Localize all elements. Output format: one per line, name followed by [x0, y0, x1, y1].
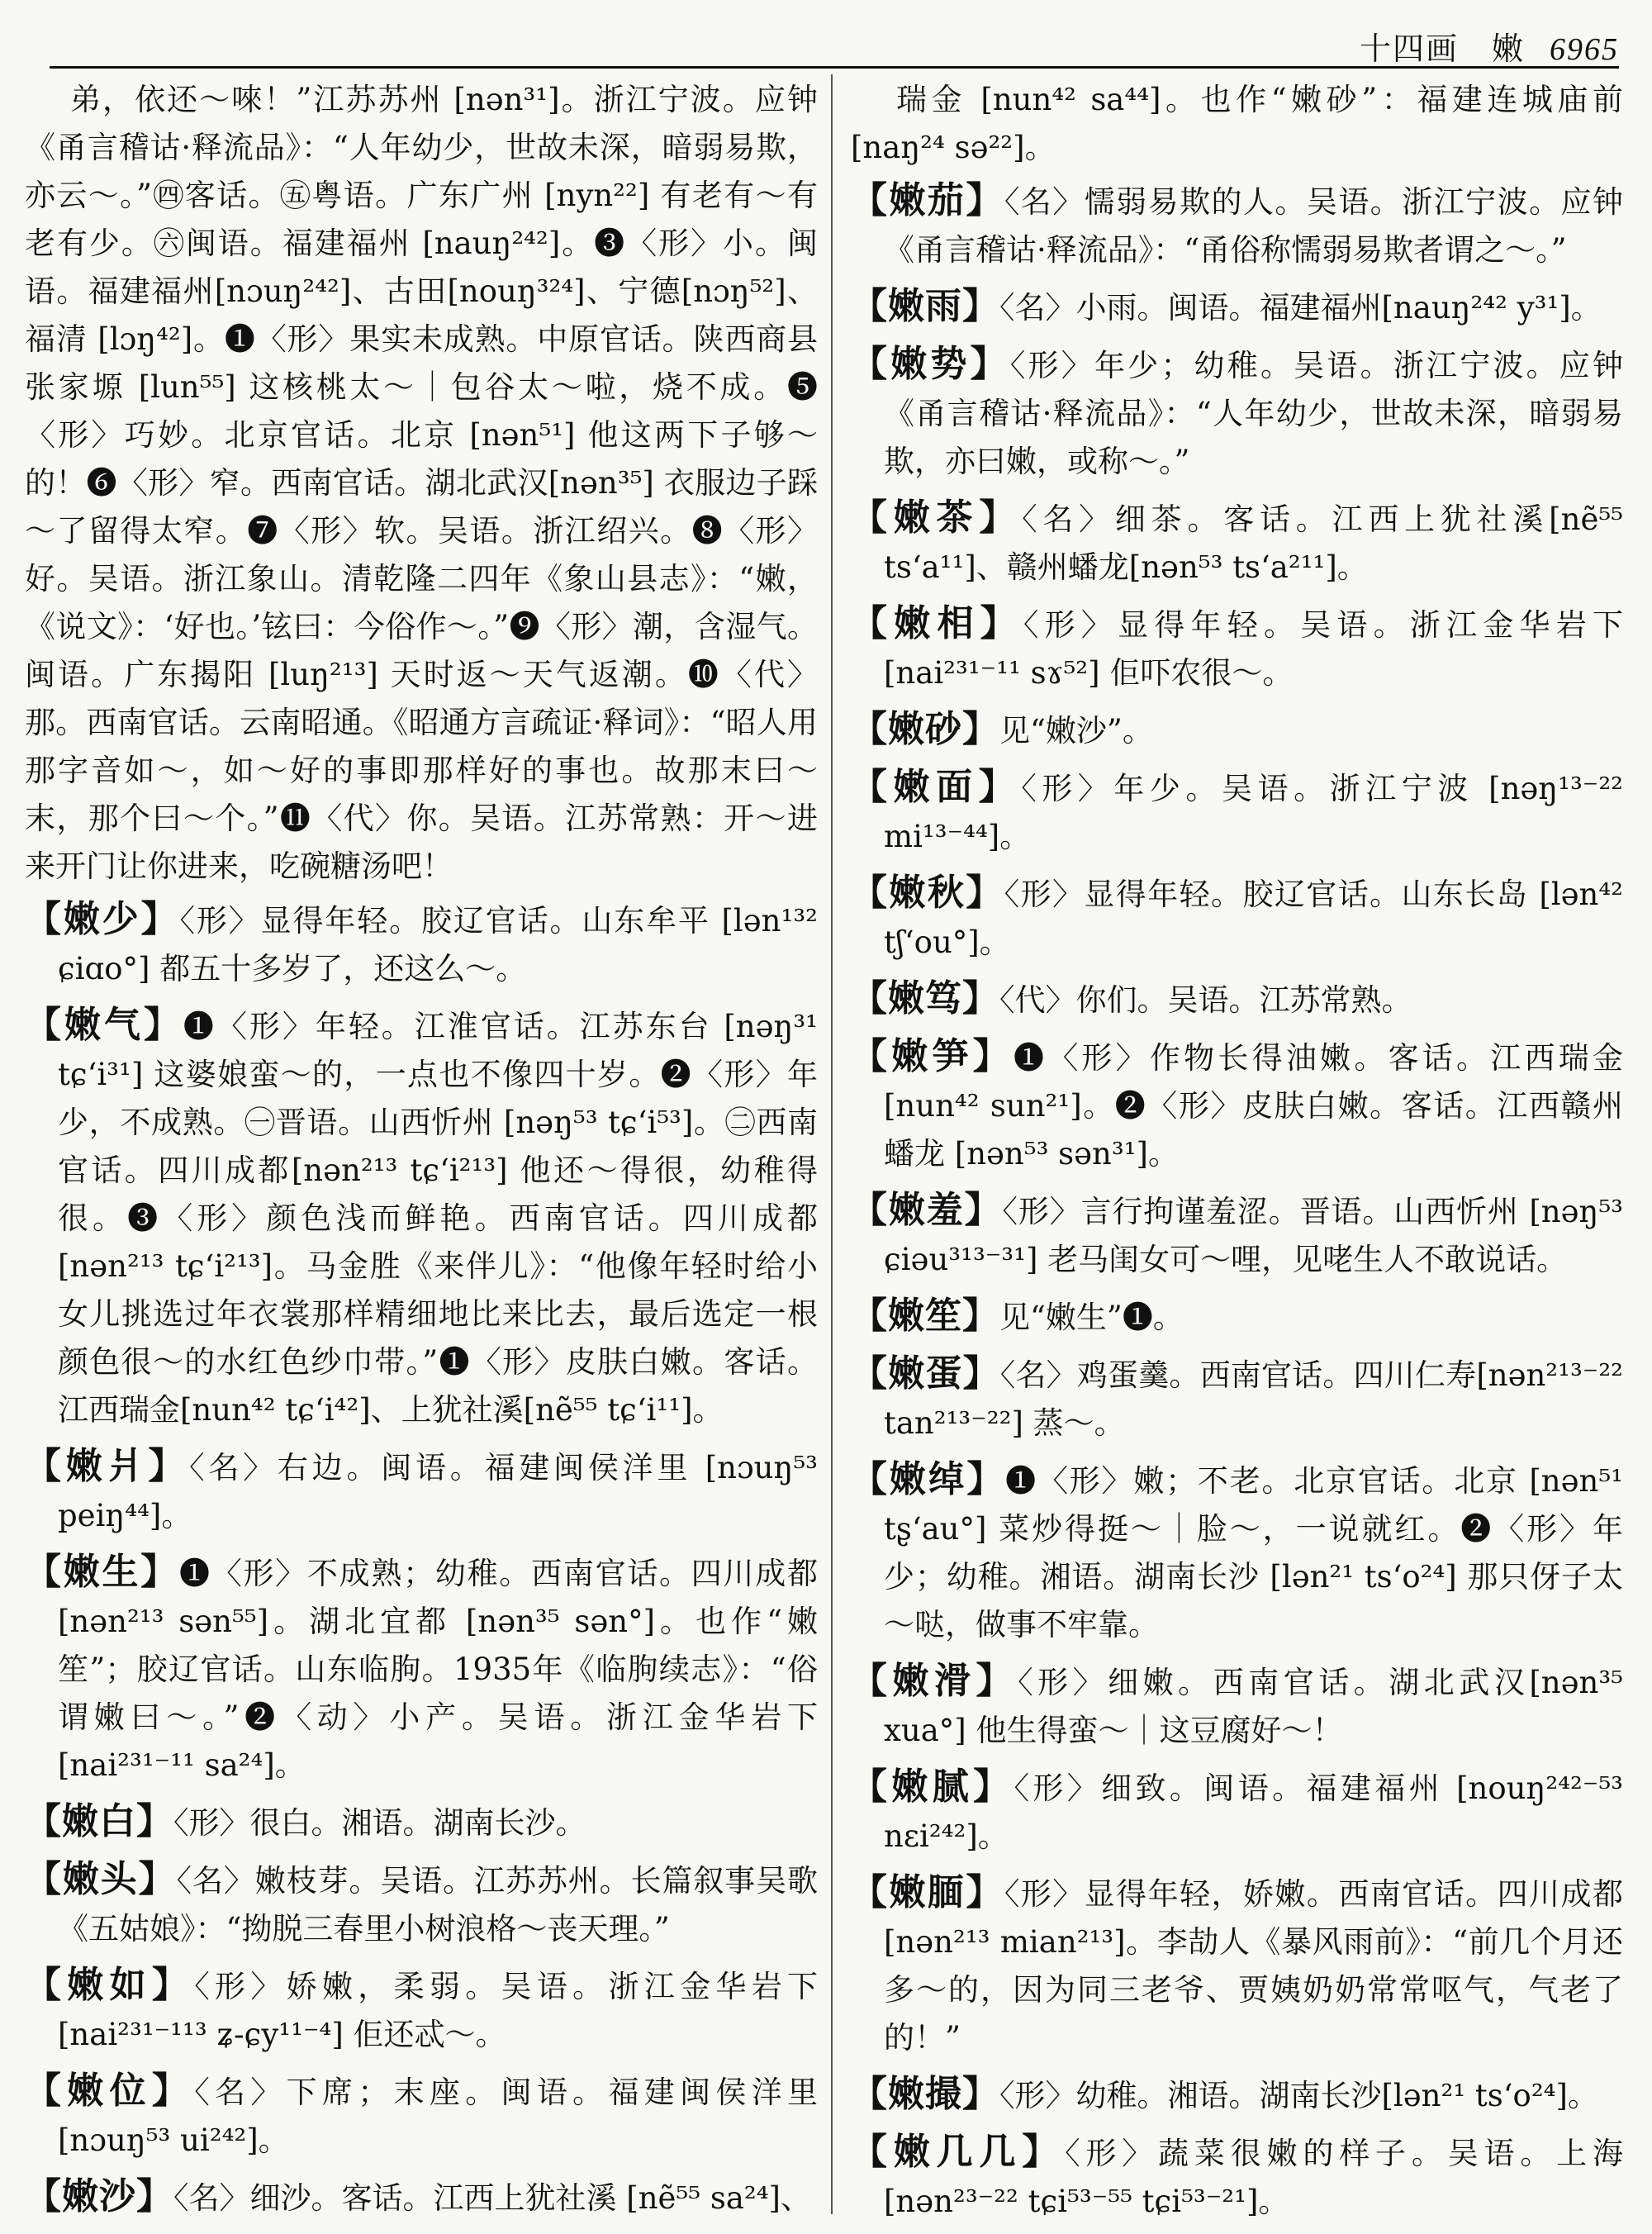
entry-headword: 【嫩秋】 — [851, 872, 1004, 914]
dictionary-entry — [851, 1869, 1623, 2062]
entry-definition: 见“嫩生”❶。 — [999, 1300, 1184, 1335]
dictionary-entry — [25, 1443, 818, 1540]
entry-headword: 【嫩白】 — [25, 1800, 173, 1842]
entry-headword: 【嫩茄】 — [851, 179, 1004, 221]
entry-definition: 〈形〉很白。湘语。湖南长沙。 — [173, 1805, 586, 1841]
header-text — [1360, 23, 1619, 69]
entry-headword: 【嫩爿】 — [25, 1445, 190, 1487]
entry-headword: 【嫩如】 — [25, 1964, 195, 2006]
dictionary-entry — [851, 1657, 1623, 1755]
dictionary-entry — [851, 600, 1623, 697]
dictionary-entry — [851, 706, 1623, 755]
entry-definition: ❶〈形〉嫩；不老。北京官话。北京 [nən⁵¹ tʂ‘au°] 菜炒得挺～｜脸～，一说就红。❷〈形〉年少；幼稚。湘语。湖南长沙 [lən²¹ ts‘o²⁴] 那只伢子太～哒，做事不牢靠。 — [884, 1463, 1624, 1642]
continuation-text: 弟，依还～唻！”江苏苏州 [nən³¹]。浙江宁波。应钟《甬言稽诂·释流品》：“人年幼少，世故未深，暗弱易欺，亦云～。”㊃客话。㊄粤语。广东广州 [nyn²²] 有老有～有老有少。㊅闽语。福建福州 [nauŋ²⁴²]。❸〈形〉小。闽语。福建福州[nɔuŋ²⁴²]、古田[nouŋ³²⁴]、宁德[nɔŋ⁵²]、福清 [lɔŋ⁴²]。❶〈形〉果实未成熟。中原官话。陕西商县张家塬 [lun⁵⁵] 这核桃太～｜包谷太～啦，烧不成。❺〈形〉巧妙。北京官话。北京 [nən⁵¹] 他这两下子够～的！❻〈形〉窄。西南官话。湖北武汉[nən³⁵] 衣服边子踩～了留得太窄。❼〈形〉软。吴语。浙江绍兴。❽〈形〉好。吴语。浙江象山。清乾隆二四年《象山县志》：“嫩，《说文》：‘好也。’铉曰：今俗作～。”❾〈形〉潮，含湿气。闽语。广东揭阳 [luŋ²¹³] 天时返～天气返潮。❿〈代〉那。西南官话。云南昭通。《昭通方言疏证·释词》：“昭人用那字音如～，如～好的事即那样好的事也。故那末曰～末，那个曰～个。”⓫〈代〉你。吴语。江苏常熟：开～进来开门让你进来，吃碗糖汤吧！ — [25, 82, 818, 884]
entry-definition: 〈形〉显得年轻。胶辽官话。山东牟平 [lən¹³² ɕiɑo°] 都五十多岁了，还这么～。 — [58, 903, 818, 986]
entry-definition: 〈形〉显得年轻。吴语。浙江金华岩下[nai²³¹⁻¹¹ sɤ⁵²] 佢吓农很～。 — [884, 607, 1624, 691]
dictionary-entry — [851, 1033, 1623, 1178]
dictionary-entry — [851, 283, 1623, 332]
entry-definition: 〈名〉下席；末座。闽语。福建闽侯洋里[nɔuŋ⁵³ ui²⁴²]。 — [58, 2075, 819, 2158]
entry-headword: 【嫩头】 — [25, 1858, 177, 1900]
header-rule — [50, 66, 1619, 69]
entry-headword: 【嫩茶】 — [851, 497, 1023, 539]
entry-definition: 〈代〉你们。吴语。江苏常熟。 — [999, 982, 1412, 1018]
entry-headword: 【嫩生】 — [25, 1551, 179, 1593]
dictionary-entry — [851, 1350, 1623, 1447]
dictionary-entry — [851, 1456, 1623, 1649]
entry-definition: 〈名〉小雨。闽语。福建福州[nauŋ²⁴² y³¹]。 — [999, 290, 1602, 326]
dictionary-entry — [851, 177, 1623, 274]
entry-definition: 〈形〉显得年轻，娇嫩。西南官话。四川成都[nən²¹³ mian²¹³]。李劼人《暴风雨前》：“前几个月还多～的，因为同三老爷、贾姨奶奶常常呕气，气老了的！” — [884, 1876, 1624, 2056]
header-section: 十四画 嫩 — [1359, 31, 1525, 67]
column-divider — [831, 74, 833, 2214]
entry-definition: 〈形〉显得年轻。胶辽官话。山东长岛 [lən⁴² tʃ‘ou°]。 — [884, 877, 1624, 960]
dictionary-entry — [25, 1798, 818, 1847]
entry-headword: 【嫩撮】 — [851, 2073, 999, 2115]
page-number: 6965 — [1550, 32, 1619, 67]
entry-headword: 【嫩滑】 — [851, 1660, 1018, 1702]
dictionary-entry — [25, 2067, 818, 2165]
entry-definition: 〈形〉蔬菜很嫩的样子。吴语。上海[nən²³⁻²² tɕi⁵³⁻⁵⁵ tɕi⁵³⁻²¹]。 — [884, 2136, 1623, 2219]
dictionary-entry — [851, 494, 1623, 592]
entry-definition: 见“嫩沙”。 — [999, 713, 1153, 749]
dictionary-entry — [851, 975, 1623, 1024]
entry-definition: 〈形〉年少；幼稚。吴语。浙江宁波。应钟《甬言稽诂·释流品》：“人年幼少，世故未深，暗弱易欺，亦曰嫩，或称～。” — [884, 348, 1624, 479]
entry-headword: 【嫩笋】 — [851, 1035, 1014, 1077]
dictionary-entry — [25, 2173, 818, 2222]
entry-headword: 【嫩笃】 — [851, 977, 999, 1020]
dictionary-entry — [25, 896, 818, 993]
entry-headword: 【嫩砂】 — [851, 708, 999, 750]
entry-definition: 〈形〉幼稚。湘语。湖南长沙[lən²¹ ts‘o²⁴]。 — [999, 2078, 1598, 2113]
dictionary-entry — [25, 1961, 818, 2059]
entry-definition: ❶〈形〉作物长得油嫩。客话。江西瑞金 [nun⁴² sun²¹]。❷〈形〉皮肤白嫩。客话。江西赣州蟠龙 [nən⁵³ sən³¹]。 — [884, 1040, 1623, 1172]
dictionary-entry — [25, 1001, 818, 1434]
entry-definition: ❶〈形〉不成熟；幼稚。西南官话。四川成都[nən²¹³ sən⁵⁵]。湖北宜都 [nən³⁵ sən°]。也作“嫩笙”；胶辽官话。山东临朐。1935年《临朐续志》：“俗谓嫩曰～。”❷〈动〉小产。吴语。浙江金华岩下[nai²³¹⁻¹¹ sa²⁴]。 — [58, 1556, 819, 1783]
entry-headword: 【嫩腼】 — [851, 1871, 1004, 1913]
entry-headword: 【嫩羞】 — [851, 1189, 1003, 1231]
entry-definition: 〈名〉细沙。客话。江西上犹社溪 [nẽ⁵⁵ sa²⁴]、 — [173, 2180, 811, 2216]
running-header — [50, 18, 1619, 67]
entry-headword: 【嫩面】 — [851, 766, 1022, 808]
entry-headword: 【嫩笙】 — [851, 1295, 999, 1337]
entry-headword: 【嫩位】 — [25, 2070, 195, 2112]
dictionary-entry — [851, 1763, 1623, 1861]
dictionary-entry — [851, 763, 1623, 861]
entry-definition: 〈形〉娇嫩，柔弱。吴语。浙江金华岩下[nai²³¹⁻¹¹³ ʑ-ɕy¹¹⁻⁴] 佢还忒～。 — [58, 1969, 819, 2052]
entry-headword: 【嫩蛋】 — [851, 1352, 1000, 1395]
entry-definition: 〈名〉懦弱易欺的人。吴语。浙江宁波。应钟《甬言稽诂·释流品》：“甬俗称懦弱易欺者谓之～。” — [884, 184, 1624, 268]
entry-headword: 【嫩腻】 — [851, 1766, 1014, 1808]
entry-headword: 【嫩相】 — [851, 602, 1023, 644]
dictionary-entry — [851, 1292, 1623, 1342]
dictionary-entry — [851, 2070, 1623, 2120]
dictionary-entry — [851, 2128, 1623, 2226]
entry-headword: 【嫩几几】 — [851, 2131, 1066, 2173]
entry-headword: 【嫩气】 — [25, 1004, 183, 1046]
entry-definition: 〈形〉细嫩。西南官话。湖北武汉[nən³⁵ xua°] 他生得蛮～｜这豆腐好～！ — [884, 1665, 1624, 1748]
entry-definition: ❶〈形〉年轻。江淮官话。江苏东台 [nəŋ³¹ tɕ‘i³¹] 这婆娘蛮～的，一点也不像四十岁。❷〈形〉年少，不成熟。㊀晋语。山西忻州 [nəŋ⁵³ tɕ‘i⁵³]。㊁西南官话。四川成都[nən²¹³ tɕ‘i²¹³] 他还～得很，幼稚得很。❸〈形〉颜色浅而鲜艳。西南官话。四川成都 [nən²¹³ tɕ‘i²¹³]。马金胜《来伴儿》：“他像年轻时给小女儿挑选过年衣裳那样精细地比来比去，最后选定一根颜色很～的水红色纱巾带。”❶〈形〉皮肤白嫩。客话。江西瑞金[nun⁴² tɕ‘i⁴²]、上犹社溪[nẽ⁵⁵ tɕ‘i¹¹]。 — [58, 1009, 818, 1428]
entry-headword: 【嫩势】 — [851, 343, 1010, 385]
left-column — [25, 76, 818, 2231]
entry-definition: 〈名〉鸡蛋羹。西南官话。四川仁寿[nən²¹³⁻²² tan²¹³⁻²²] 蒸～。 — [884, 1357, 1623, 1441]
dictionary-entry — [851, 1186, 1623, 1284]
dictionary-entry — [851, 340, 1623, 486]
continuation-text: 瑞金 [nun⁴² sa⁴⁴]。也作“嫩砂”：福建连城庙前 [naŋ²⁴ sə²²]。 — [851, 82, 1623, 165]
entry-definition: 〈形〉言行拘谨羞涩。晋语。山西忻州 [nəŋ⁵³ ɕiəu³¹³⁻³¹] 老马闺女可～哩，见咾生人不敢说话。 — [884, 1194, 1623, 1277]
entry-headword: 【嫩沙】 — [25, 2175, 173, 2217]
entry-definition: 〈名〉右边。闽语。福建闽侯洋里 [nɔuŋ⁵³ peiŋ⁴⁴]。 — [58, 1450, 819, 1533]
dictionary-entry — [851, 869, 1623, 967]
dictionary-entry — [25, 1856, 818, 1953]
entry-headword: 【嫩绰】 — [851, 1458, 1006, 1500]
dictionary-entry — [25, 1548, 818, 1790]
entry-headword: 【嫩雨】 — [851, 285, 999, 327]
entry-definition: 〈名〉嫩枝芽。吴语。江苏苏州。长篇叙事吴歌《五姑娘》：“拗脱三春里小树浪格～丧天理。” — [58, 1863, 819, 1946]
entry-headword: 【嫩少】 — [25, 898, 180, 940]
right-column — [851, 76, 1623, 2234]
entry-definition: 〈形〉细致。闽语。福建福州 [nouŋ²⁴²⁻⁵³ nɛi²⁴²]。 — [884, 1771, 1624, 1854]
entry-definition: 〈形〉年少。吴语。浙江宁波 [nəŋ¹³⁻²² mi¹³⁻⁴⁴]。 — [884, 771, 1623, 854]
entry-definition: 〈名〉细茶。客话。江西上犹社溪[nẽ⁵⁵ ts‘a¹¹]、赣州蟠龙[nən⁵³ ts‘a²¹¹]。 — [884, 501, 1624, 585]
